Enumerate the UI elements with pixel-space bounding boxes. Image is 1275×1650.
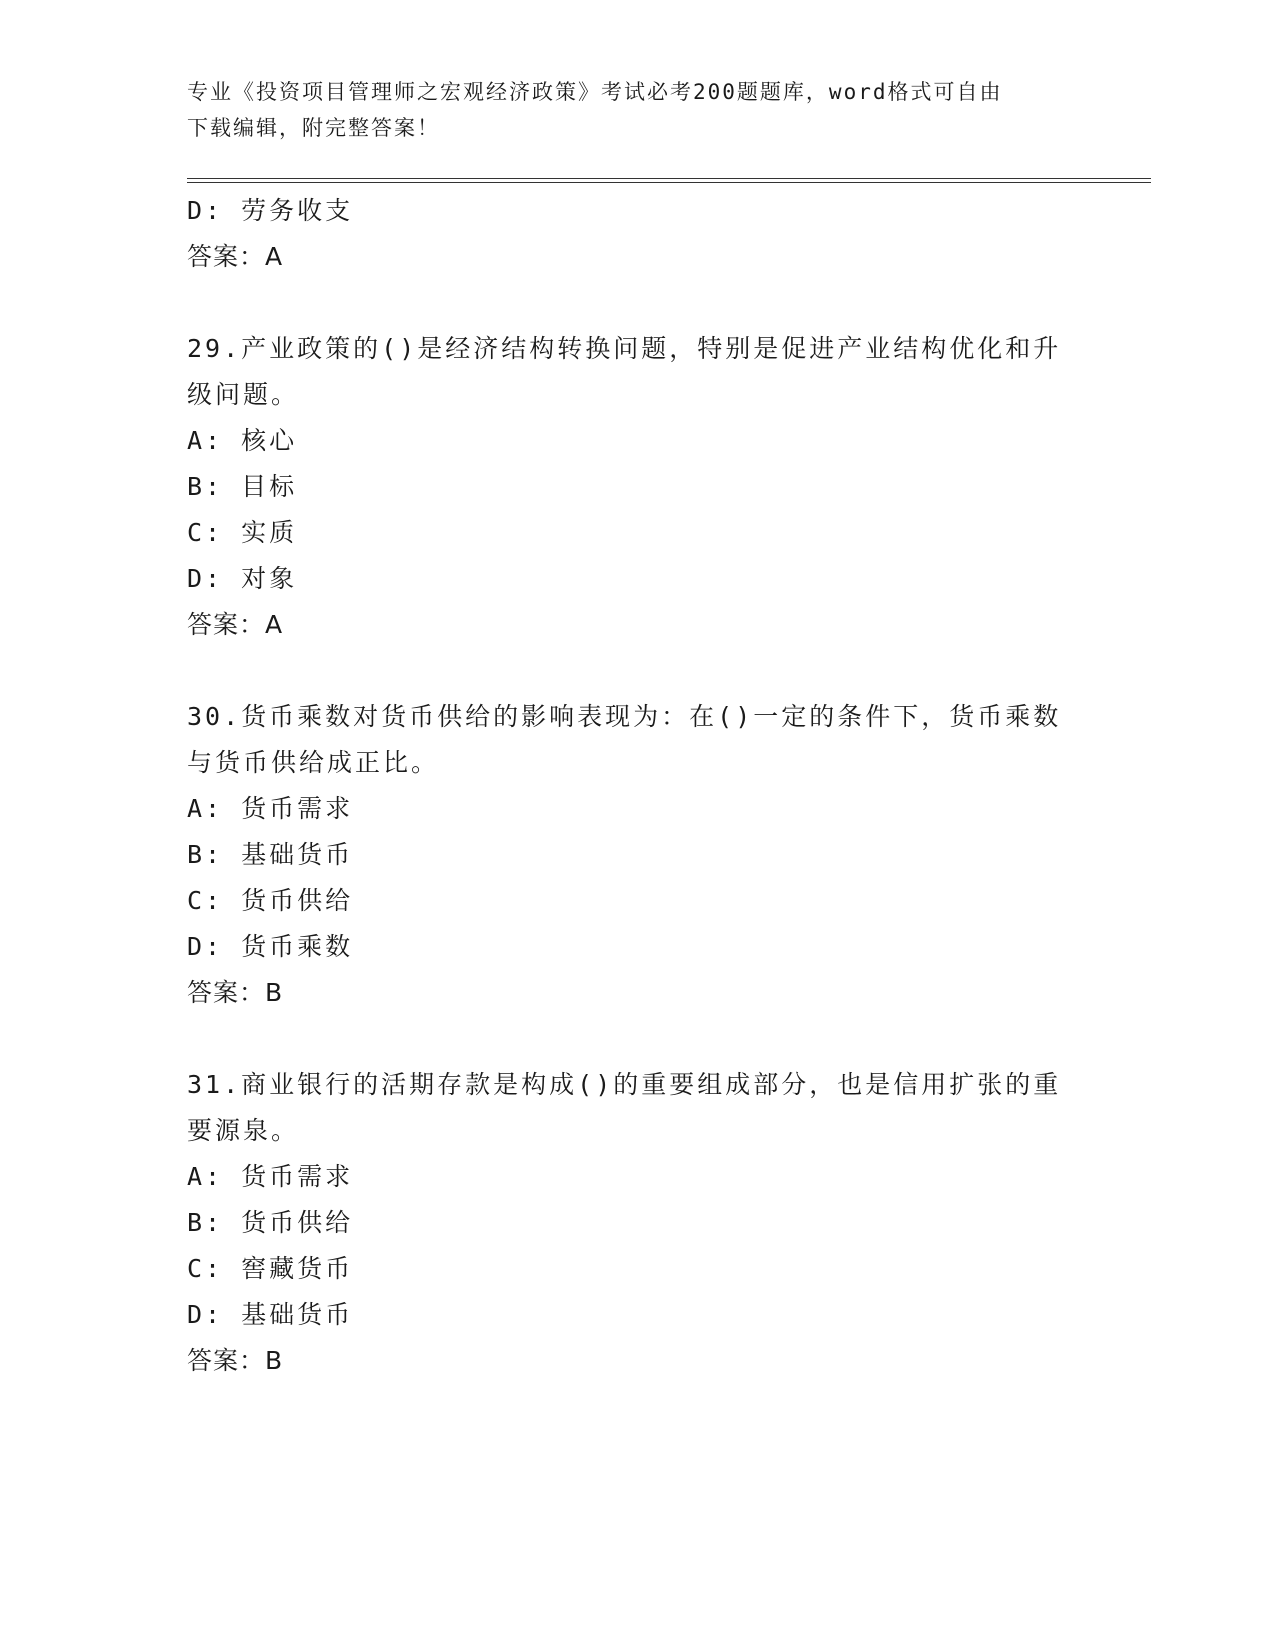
document-body <box>187 188 1087 1384</box>
spacer <box>187 1016 1087 1062</box>
option-c: C: 实质 <box>187 518 298 547</box>
answer-line: 答案：B <box>187 1346 284 1375</box>
option-c: C: 窖藏货币 <box>187 1254 354 1283</box>
spacer <box>187 648 1087 694</box>
question-stem-line-2: 与货币供给成正比。 <box>187 748 440 777</box>
answer-line: 答案：A <box>187 242 284 271</box>
option-a: A: 核心 <box>187 426 298 455</box>
option-b: B: 货币供给 <box>187 1208 354 1237</box>
header-divider-bottom <box>187 182 1151 183</box>
previous-question-tail <box>187 188 1087 280</box>
option-b: B: 目标 <box>187 472 298 501</box>
question-stem-line-1: 31.商业银行的活期存款是构成()的重要组成部分，也是信用扩张的重 <box>187 1070 1062 1099</box>
header-line-2: 下载编辑，附完整答案！ <box>187 116 440 140</box>
answer-line: 答案：B <box>187 978 284 1007</box>
option-d: D: 劳务收支 <box>187 196 354 225</box>
spacer <box>187 280 1087 326</box>
answer-line: 答案：A <box>187 610 284 639</box>
option-d: D: 货币乘数 <box>187 932 354 961</box>
option-a: A: 货币需求 <box>187 794 354 823</box>
question-stem-line-1: 29.产业政策的()是经济结构转换问题，特别是促进产业结构优化和升 <box>187 334 1062 363</box>
option-d: D: 对象 <box>187 564 298 593</box>
option-b: B: 基础货币 <box>187 840 354 869</box>
question-30 <box>187 694 1087 1016</box>
document-header <box>187 74 1077 146</box>
question-29 <box>187 326 1087 648</box>
option-a: A: 货币需求 <box>187 1162 354 1191</box>
question-stem-line-2: 要源泉。 <box>187 1116 300 1145</box>
option-c: C: 货币供给 <box>187 886 354 915</box>
question-stem-line-1: 30.货币乘数对货币供给的影响表现为：在()一定的条件下，货币乘数 <box>187 702 1062 731</box>
option-d: D: 基础货币 <box>187 1300 354 1329</box>
header-line-1: 专业《投资项目管理师之宏观经济政策》考试必考200题题库，word格式可自由 <box>187 80 1003 104</box>
header-divider-top <box>187 178 1151 179</box>
question-31 <box>187 1062 1087 1384</box>
question-stem-line-2: 级问题。 <box>187 380 300 409</box>
